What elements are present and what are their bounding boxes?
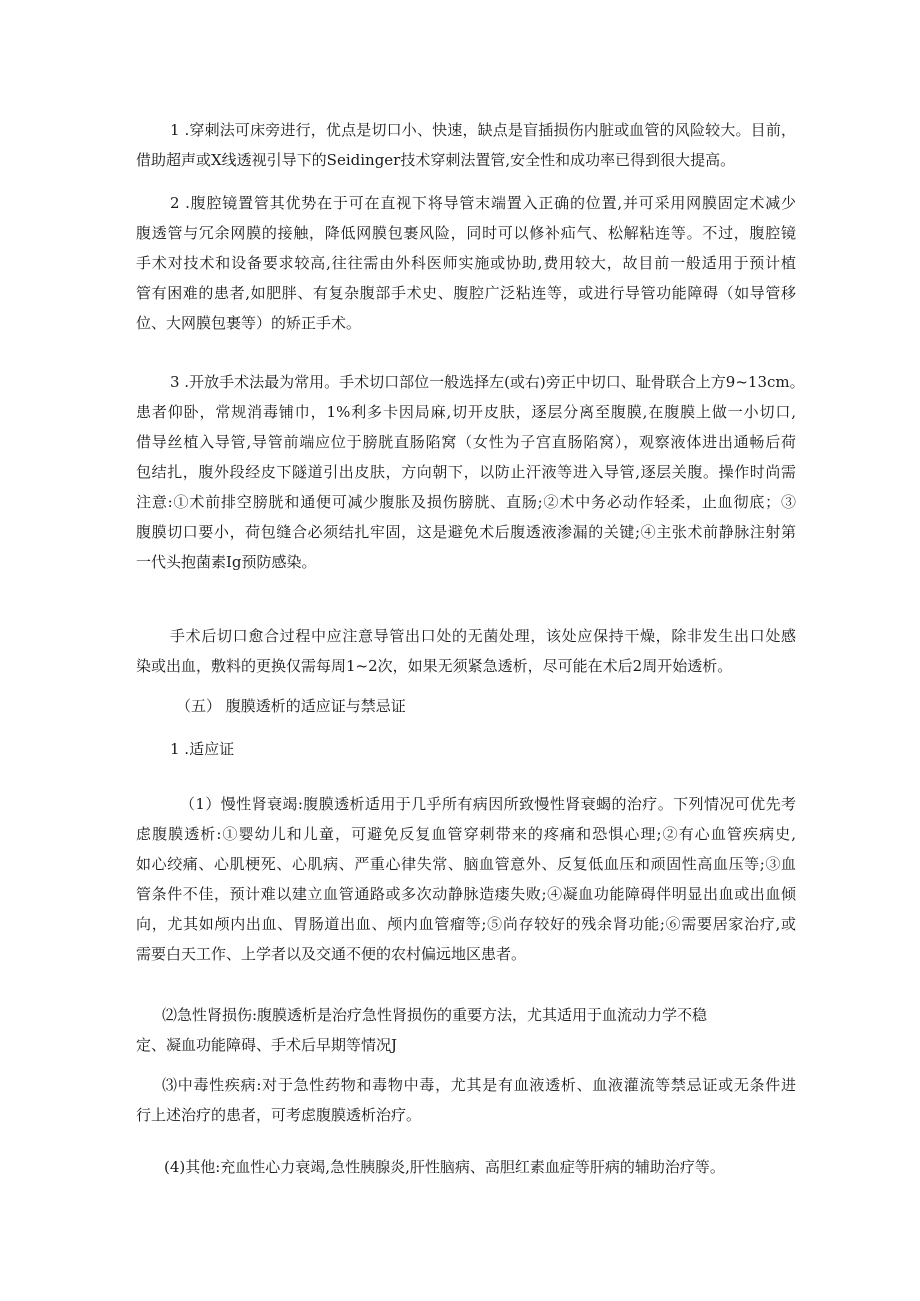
text-line: 3 .开放手术法最为常用。手术切口部位一般选择左(或右)旁正中切口、耻骨联合上方9~13cm。 — [170, 373, 805, 391]
text-line: 1 .穿刺法可床旁进行，优点是切口小、快速，缺点是盲插损伤内脏或血管的风险较大。目前， — [170, 121, 796, 139]
text-line: 包结扎，腹外段经皮下隧道引出皮肤，方向朝下，以防止汗液等进入导管,逐层关腹。操作时尚需 — [136, 463, 796, 481]
text-line: 注意:①术前排空膀胱和通便可减少腹胀及损伤膀胱、直肠;②术中务必动作轻柔，止血彻底；③ — [136, 493, 796, 511]
paragraph-chronic-renal-failure — [136, 789, 796, 969]
text-line: ⑶中毒性疾病:对于急性药物和毒物中毒，尤其是有血液透析、血液灌流等禁忌证或无条件进 — [162, 1076, 796, 1094]
text-line: 手术后切口愈合过程中应注意导管出口处的无菌处理，该处应保持干燥，除非发生出口处感 — [170, 627, 796, 645]
section-heading-indications — [136, 691, 796, 721]
text-line: 行上述治疗的患者，可考虑腹膜透析治疗。 — [136, 1106, 422, 1124]
text-line: (4)其他:充血性心力衰竭,急性胰腺炎,肝性脑病、高胆红素血症等肝病的辅助治疗等。 — [164, 1158, 725, 1176]
text-line: 手术对技术和设备要求较高,往往需由外科医师实施或协助,费用较大，故目前一般适用于预计植 — [136, 254, 796, 272]
text-line: 定、凝血功能障碍、手术后早期等情况J — [136, 1036, 398, 1054]
paragraph-post-operative-care — [136, 621, 796, 681]
text-line: 腹膜切口要小，荷包缝合必须结扎牢固，这是避免术后腹透液渗漏的关键;④主张术前静脉注射第 — [136, 523, 796, 541]
text-line: 虑腹膜透析:①婴幼儿和儿童，可避免反复血管穿刺带来的疼痛和恐惧心理;②有心血管疾病史, — [136, 825, 796, 843]
text-line: （1）慢性肾衰竭:腹膜透析适用于几乎所有病因所致慢性肾衰蝎的治疗。下列情况可优先考 — [180, 795, 796, 813]
subheading-indications — [136, 734, 796, 764]
paragraph-open-surgery — [136, 367, 805, 577]
text-line: 2 .腹腔镜置管其优势在于可在直视下将导管末端置入正确的位置,并可采用网膜固定术减少 — [170, 194, 796, 212]
paragraph-laparoscopic-method — [136, 188, 796, 338]
text-line: 向，尤其如颅内出血、胃肠道出血、颅内血管瘤等;⑤尚存较好的残余肾功能;⑥需要居家治疗,或 — [136, 915, 796, 933]
text-line: 管条件不佳，预计难以建立血管通路或多次动静脉造瘘失败;④凝血功能障碍伴明显出血或出血倾 — [136, 885, 796, 903]
text-line: 一代头抱菌素Ig预防感染。 — [136, 553, 317, 571]
paragraph-puncture-method — [136, 115, 796, 175]
text-line: 需要白天工作、上学者以及交通不便的农村偏远地区患者。 — [136, 945, 527, 963]
heading-text: 1 .适应证 — [170, 740, 235, 758]
text-line: 位、大网膜包裹等）的矫正手术。 — [136, 314, 362, 332]
text-line: 借导丝植入导管,导管前端应位于膀胱直肠陷窝（女性为子宫直肠陷窝），观察液体进出通畅后荷 — [136, 433, 796, 451]
text-line: 患者仰卧，常规消毒铺巾，1%利多卡因局麻,切开皮肤，逐层分离至腹膜,在腹膜上做一小切口, — [136, 403, 796, 421]
text-line: 腹透管与冗余网膜的接触，降低网膜包裹风险，同时可以修补疝气、松解粘连等。不过，腹腔镜 — [136, 224, 796, 242]
text-line: 借助超声或X线透视引导下的Seidinger技术穿刺法置管,安全性和成功率已得到很大提高。 — [136, 151, 736, 169]
paragraph-others — [136, 1152, 796, 1182]
text-line: 染或出血，敷料的更换仅需每周1~2次，如果无须紧急透析，尽可能在术后2周开始透析。 — [136, 657, 733, 675]
paragraph-acute-kidney-injury — [136, 1000, 796, 1060]
paragraph-poisoning — [136, 1070, 796, 1130]
heading-text: （五） 腹膜透析的适应证与禁忌证 — [176, 697, 406, 715]
text-line: 管有困难的患者,如肥胖、有复杂腹部手术史、腹腔广泛粘连等，或进行导管功能障碍（如导管移 — [136, 284, 796, 302]
text-line: ⑵急性肾损伤:腹膜透析是治疗急性肾损伤的重要方法，尤其适用于血流动力学不稳 — [162, 1006, 708, 1024]
text-line: 如心绞痛、心肌梗死、心肌病、严重心律失常、脑血管意外、反复低血压和顽固性高血压等;③血 — [136, 855, 796, 873]
